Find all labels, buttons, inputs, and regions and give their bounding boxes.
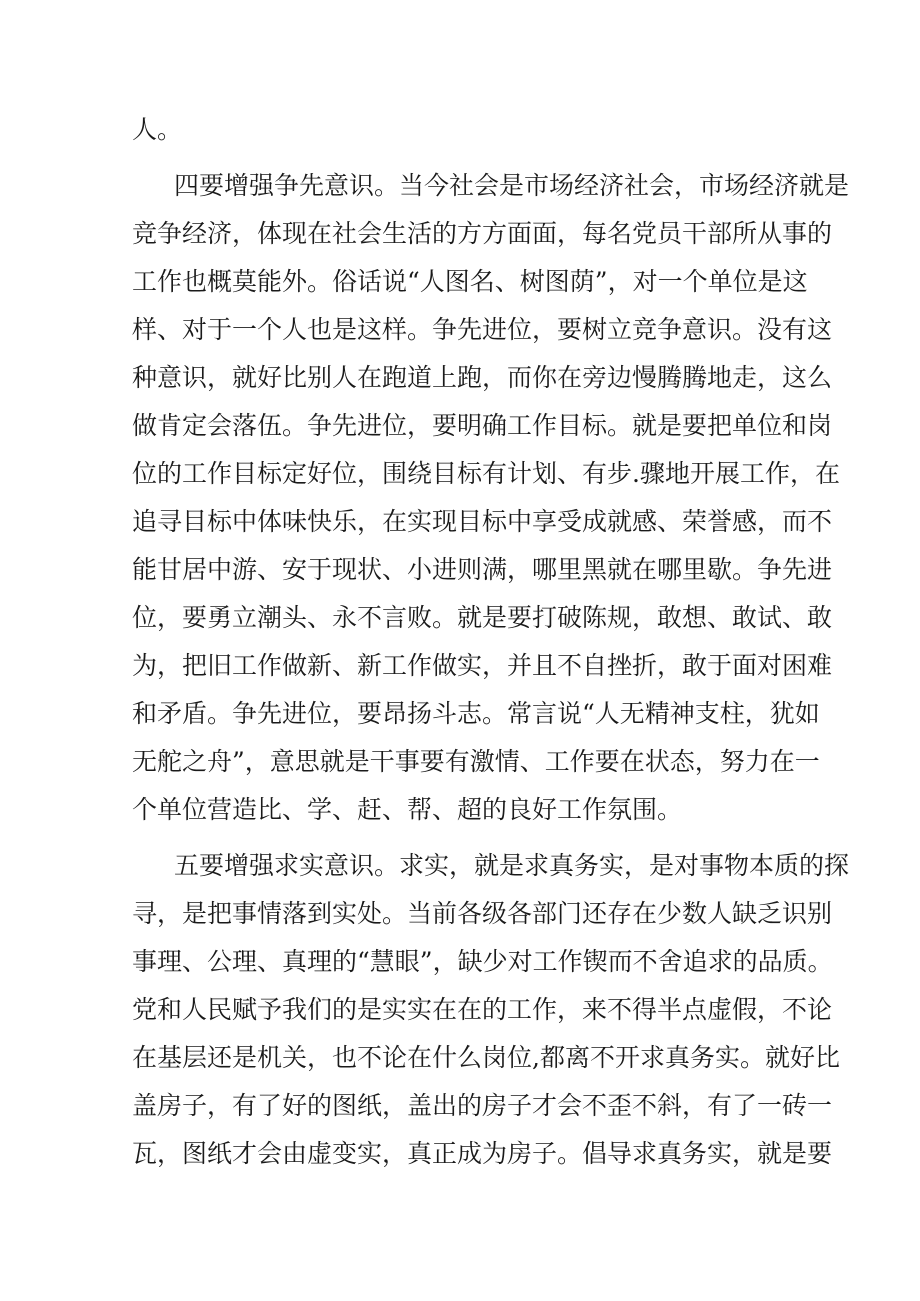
paragraph-5-first-line: 五要增强求实意识。求实，就是求真务实，是对事物本质的探 xyxy=(174,851,850,880)
text-line: 种意识，就好比别人在跑道上跑，而你在旁边慢腾腾地走，这么 xyxy=(132,363,833,392)
text-line: 位的工作目标定好位，围绕目标有计划、有步.骤地开展工作，在 xyxy=(132,459,840,488)
text-line: 竞争经济，体现在社会生活的方方面面，每名党员干部所从事的 xyxy=(132,219,833,248)
text-line: 和矛盾。争先进位，要昂扬斗志。常言说“人无精神支柱，犹如 xyxy=(132,699,820,728)
text-line: 党和人民赋予我们的是实实在在的工作，来不得半点虚假，不论 xyxy=(132,995,833,1024)
text-line: 无舵之舟”，意思就是干事要有激情、工作要在状态，努力在一 xyxy=(132,747,820,776)
text-line: 在基层还是机关，也不论在什么岗位,都离不开求真务实。就好比 xyxy=(132,1043,840,1072)
text-line: 样、对于一个人也是这样。争先进位，要树立竞争意识。没有这 xyxy=(132,315,833,344)
text-line: 盖房子，有了好的图纸，盖出的房子才会不歪不斜，有了一砖一 xyxy=(132,1091,833,1120)
text-line: 能甘居中游、安于现状、小进则满，哪里黑就在哪里歇。争先进 xyxy=(132,555,833,584)
text-line: 事理、公理、真理的“慧眼”，缺少对工作锲而不舍追求的品质。 xyxy=(132,947,833,976)
text-line: 为，把旧工作做新、新工作做实，并且不自挫折，敢于面对困难 xyxy=(132,651,833,680)
text-line: 做肯定会落伍。争先进位，要明确工作目标。就是要把单位和岗 xyxy=(132,411,833,440)
paragraph-4-first-line: 四要增强争先意识。当今社会是市场经济社会，市场经济就是 xyxy=(174,171,850,200)
text-line: 个单位营造比、学、赶、帮、超的良好工作氛围。 xyxy=(132,795,683,824)
text-line: 追寻目标中体味快乐，在实现目标中享受成就感、荣誉感，而不 xyxy=(132,507,833,536)
text-line: 位，要勇立潮头、永不言败。就是要打破陈规，敢想、敢试、敢 xyxy=(132,603,833,632)
text-line: 人。 xyxy=(132,115,183,144)
text-line: 瓦，图纸才会由虚变实，真正成为房子。倡导求真务实，就是要 xyxy=(132,1139,833,1168)
text-line: 工作也概莫能外。俗话说“人图名、树图荫”，对一个单位是这 xyxy=(132,267,808,296)
text-line: 寻，是把事情落到实处。当前各级各部门还存在少数人缺乏识别 xyxy=(132,899,833,928)
